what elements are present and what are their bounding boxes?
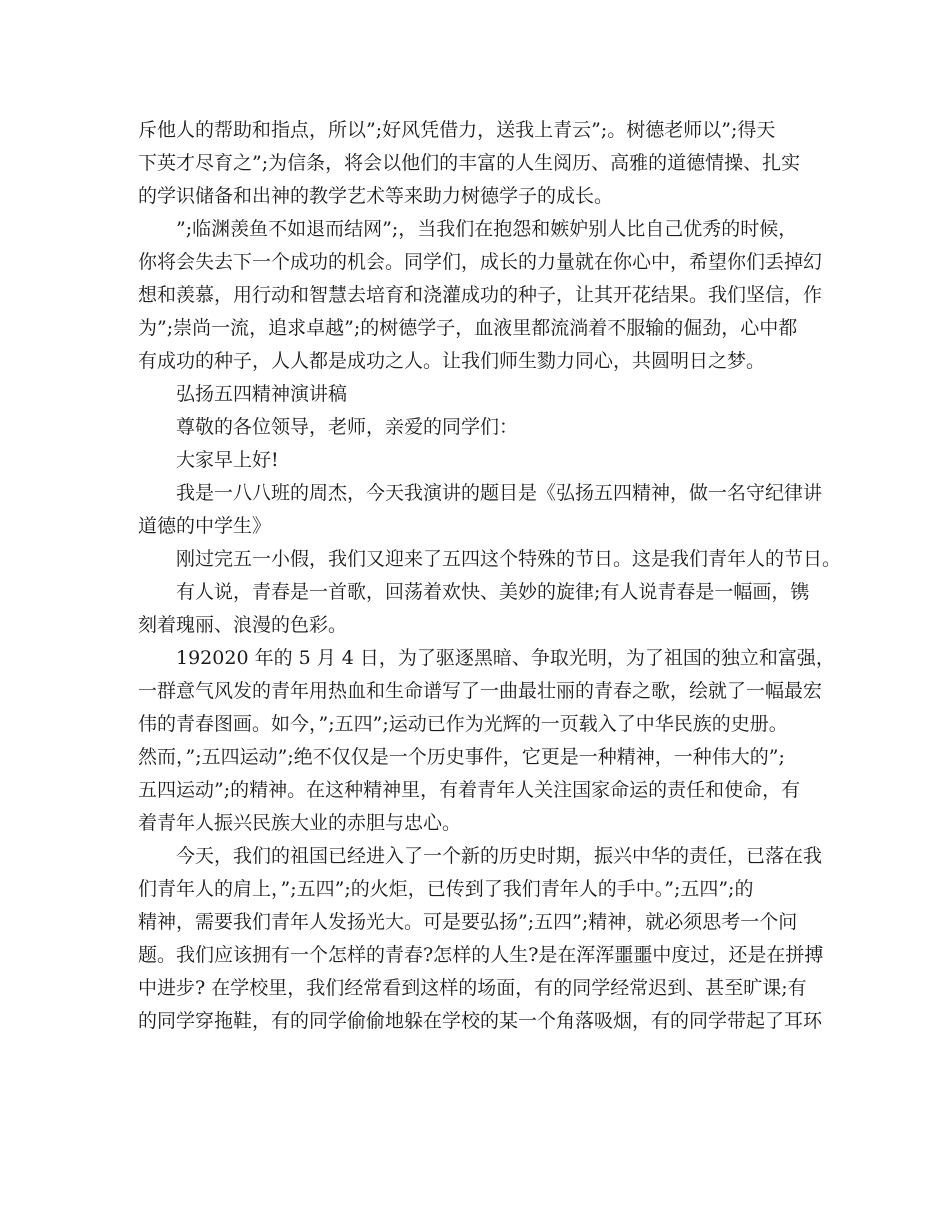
text-line: 五四运动”;的精神。在这种精神里，有着青年人关注国家命运的责任和使命，有: [138, 779, 801, 801]
text-line: 弘扬五四精神演讲稿: [176, 383, 348, 405]
text-line: 为”;崇尚一流，追求卓越”;的树德学子，血液里都流淌着不服输的倔劲，心中都: [138, 317, 798, 339]
text-line: 下英才尽育之”;为信条，将会以他们的丰富的人生阅历、高雅的道德情操、扎实: [138, 152, 801, 174]
text-line: 题。我们应该拥有一个怎样的青春?怎样的人生?是在浑浑噩噩中度过，还是在拼搏: [138, 944, 824, 966]
text-line: 伟的青春图画。如今，”;五四”;运动已作为光辉的一页载入了中华民族的史册。: [138, 713, 788, 735]
text-line: 你将会失去下一个成功的机会。同学们，成长的力量就在你心中，希望你们丢掉幻: [138, 251, 823, 273]
text-line: 有成功的种子，人人都是成功之人。让我们师生勠力同心，共圆明日之梦。: [138, 350, 766, 372]
text-line: 今天，我们的祖国已经进入了一个新的历史时期，振兴中华的责任，已落在我: [176, 845, 823, 867]
text-line: 们青年人的肩上，”;五四”;的火炬，已传到了我们青年人的手中。”;五四”;的: [138, 878, 754, 900]
text-line: 的同学穿拖鞋，有的同学偷偷地躲在学校的某一个角落吸烟，有的同学带起了耳环: [138, 1010, 823, 1032]
text-line: 道德的中学生》: [138, 515, 272, 537]
text-line: 有人说，青春是一首歌，回荡着欢快、美妙的旋律;有人说青春是一幅画，镌: [176, 581, 810, 603]
text-line: 中进步? 在学校里，我们经常看到这样的场面，有的同学经常迟到、甚至旷课;有: [138, 977, 807, 999]
text-line: ”;临渊羡鱼不如退而结网”;，当我们在抱怨和嫉妒别人比自己优秀的时候，: [176, 218, 798, 240]
text-line: 我是一八八班的周杰，今天我演讲的题目是《弘扬五四精神，做一名守纪律讲: [176, 482, 823, 504]
text-line: 着青年人振兴民族大业的赤胆与忠心。: [138, 812, 462, 834]
text-line: 尊敬的各位领导，老师，亲爱的同学们：: [176, 416, 519, 438]
text-line: 大家早上好!: [176, 449, 279, 471]
text-line: 然而，”;五四运动”;绝不仅仅是一个历史事件，它更是一种精神，一种伟大的”;: [138, 746, 785, 768]
text-line: 斥他人的帮助和指点，所以”;好风凭借力，送我上青云”;。树德老师以”;得天: [138, 119, 776, 141]
text-line: 192020 年的 5 月 4 日，为了驱逐黑暗、争取光明，为了祖国的独立和富强，: [176, 647, 835, 669]
document-body: [138, 114, 842, 1038]
text-line: 想和羡慕，用行动和智慧去培育和浇灌成功的种子，让其开花结果。我们坚信，作: [138, 284, 823, 306]
text-line: 刻着瑰丽、浪漫的色彩。: [138, 614, 348, 636]
text-line: 精神，需要我们青年人发扬光大。可是要弘扬”;五四”;精神，就必须思考一个问: [138, 911, 798, 933]
text-line: 刚过完五一小假，我们又迎来了五四这个特殊的节日。这是我们青年人的节日。: [176, 548, 842, 570]
text-line: 的学识储备和出神的教学艺术等来助力树德学子的成长。: [138, 185, 614, 207]
text-line: 一群意气风发的青年用热血和生命谱写了一曲最壮丽的青春之歌，绘就了一幅最宏: [138, 680, 823, 702]
